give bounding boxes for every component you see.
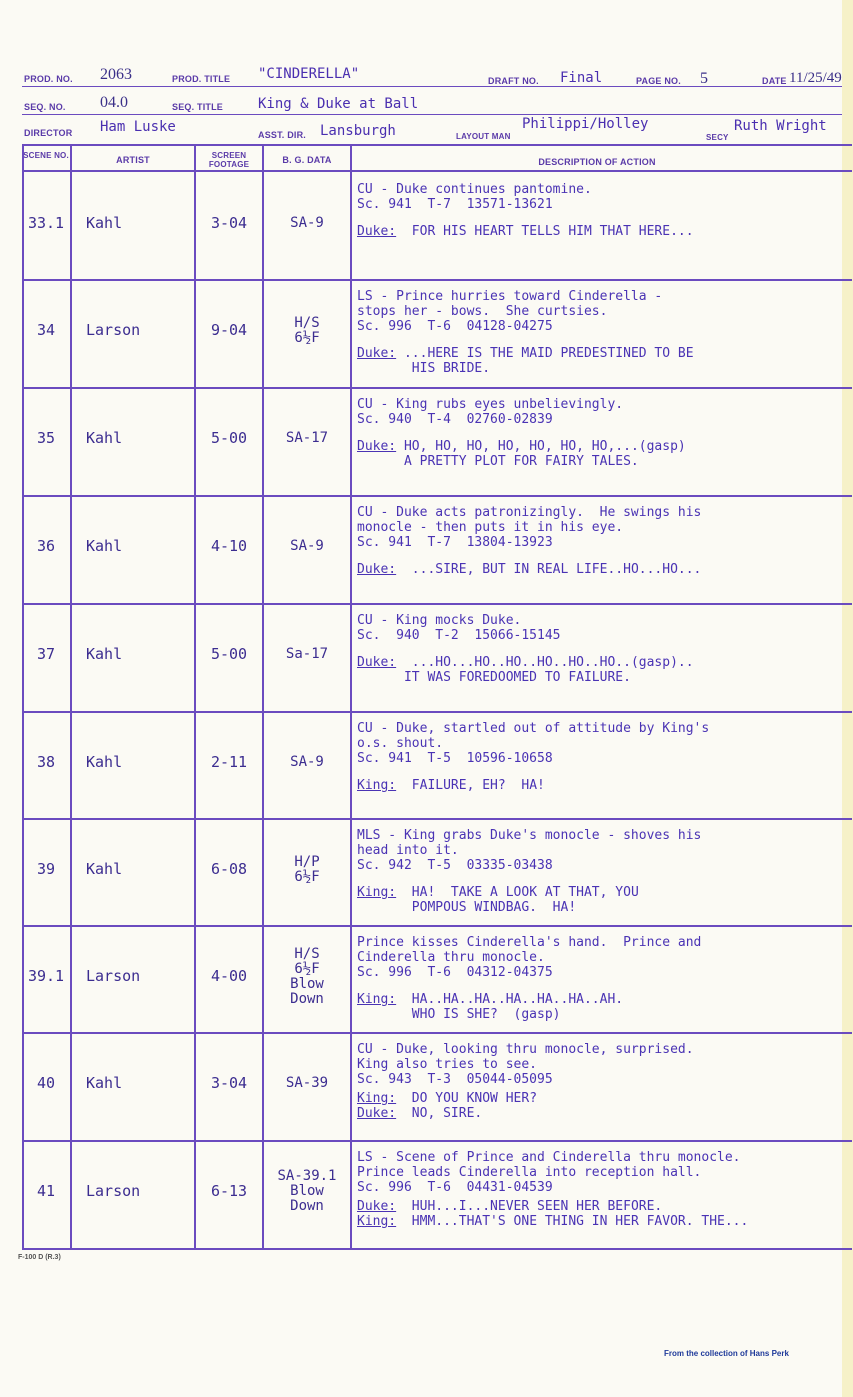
- page-no: 5: [700, 70, 708, 87]
- scene-number: 36: [36, 537, 56, 555]
- action-line: Sc. 941 T-7 13804-13923: [357, 535, 553, 550]
- col-desc: DESCRIPTION OF ACTION: [538, 157, 656, 167]
- description-of-action: [357, 505, 851, 577]
- artist-name: Kahl: [86, 753, 123, 771]
- col-bg: B. G. DATA: [282, 155, 332, 165]
- bg-data-line: H/P: [294, 854, 320, 870]
- bg-data-line: Blow: [290, 976, 324, 992]
- speaker-name: King:: [357, 885, 397, 900]
- dialog-line: [357, 1199, 851, 1214]
- dialog-text: ...HERE IS THE MAID PREDESTINED TO BE: [396, 346, 694, 361]
- spacer: [357, 427, 851, 439]
- dialog-text: FOR HIS HEART TELLS HIM THAT HERE...: [396, 224, 694, 239]
- scene-number: 37: [36, 645, 56, 663]
- bg-data: [264, 647, 350, 662]
- action-line: CU - King mocks Duke.: [357, 613, 522, 628]
- director: Ham Luske: [100, 119, 176, 135]
- spacer: [357, 766, 851, 778]
- scene-number: 34: [36, 321, 56, 339]
- artist-name: Kahl: [86, 645, 123, 663]
- row-divider: [22, 818, 852, 820]
- col-artist: ARTIST: [116, 155, 150, 165]
- description-of-action: [357, 289, 851, 376]
- date: 11/25/49: [789, 70, 842, 86]
- draft-no-label: DRAFT NO.: [488, 76, 539, 86]
- action-line: Sc. 941 T-7 13571-13621: [357, 197, 553, 212]
- column-divider: [70, 146, 72, 1248]
- page-no-label: PAGE NO.: [636, 76, 681, 86]
- screen-footage: 4-00: [210, 967, 248, 985]
- action-line: Prince leads Cinderella into reception hall.: [357, 1165, 702, 1180]
- screen-footage: 5-00: [210, 645, 248, 663]
- action-line: monocle - then puts it in his eye.: [357, 520, 624, 535]
- speaker-name: Duke:: [357, 439, 397, 454]
- bg-data-line: Down: [290, 1198, 324, 1214]
- bg-data: [264, 216, 350, 231]
- dialog-line: [357, 1091, 851, 1106]
- description-of-action: [357, 1150, 851, 1229]
- speaker-name: Duke:: [357, 346, 397, 361]
- artist-name: Larson: [86, 1182, 141, 1200]
- layout-man: Philippi/Holley: [522, 116, 649, 132]
- action-line: CU - Duke continues pantomine.: [357, 182, 592, 197]
- bg-data: [264, 431, 350, 446]
- scene-number: 39: [36, 860, 56, 878]
- date-label: DATE: [762, 76, 787, 86]
- action-line: stops her - bows. She curtsies.: [357, 304, 608, 319]
- bg-data-line: SA-9: [290, 215, 324, 231]
- artist-name: Larson: [86, 967, 141, 985]
- scene-number: 41: [36, 1182, 56, 1200]
- screen-footage: 6-13: [210, 1182, 248, 1200]
- bg-data: [264, 755, 350, 770]
- action-line: Prince kisses Cinderella's hand. Prince and: [357, 935, 702, 950]
- scene-number: 35: [36, 429, 56, 447]
- action-line: Sc. 996 T-6 04312-04375: [357, 965, 553, 980]
- asst-dir: Lansburgh: [320, 123, 396, 139]
- bg-data: [264, 855, 350, 885]
- bg-data-line: SA-9: [290, 538, 324, 554]
- dialog-line: [357, 1106, 851, 1121]
- column-divider: [350, 146, 352, 1248]
- screen-footage: 3-04: [210, 214, 248, 232]
- speaker-name: Duke:: [357, 224, 397, 239]
- action-line: CU - King rubs eyes unbelievingly.: [357, 397, 624, 412]
- action-line: Sc. 996 T-6 04431-04539: [357, 1180, 553, 1195]
- bg-data-line: SA-39.1: [277, 1168, 337, 1184]
- bg-data: [264, 1076, 350, 1091]
- form-code: F-100 D (R.3): [18, 1254, 61, 1261]
- speaker-name: Duke:: [357, 562, 397, 577]
- description-of-action: [357, 397, 851, 469]
- row-divider: [22, 495, 852, 497]
- bg-data-line: 6½F: [294, 869, 320, 885]
- layout-man-label: LAYOUT MAN: [456, 132, 511, 141]
- action-line: head into it.: [357, 843, 459, 858]
- dialog-text: NO, SIRE.: [396, 1106, 483, 1121]
- row-divider: [22, 925, 852, 927]
- artist-name: Kahl: [86, 860, 123, 878]
- screen-footage: 6-08: [210, 860, 248, 878]
- dialog-text: HUH...I...NEVER SEEN HER BEFORE.: [396, 1199, 663, 1214]
- scene-number: 38: [36, 753, 56, 771]
- spacer: [357, 980, 851, 992]
- action-line: CU - Duke, startled out of attitude by King's: [357, 721, 710, 736]
- dialog-line: [357, 224, 851, 239]
- row-divider: [22, 1140, 852, 1142]
- bg-data: [264, 539, 350, 554]
- action-line: King also tries to see.: [357, 1057, 538, 1072]
- description-of-action: [357, 828, 851, 915]
- action-line: CU - Duke, looking thru monocle, surprised.: [357, 1042, 694, 1057]
- dialog-continuation: IT WAS FOREDOOMED TO FAILURE.: [357, 670, 631, 685]
- row-divider: [22, 1248, 852, 1250]
- dialog-continuation: HIS BRIDE.: [357, 361, 491, 376]
- prod-no: 2063: [100, 66, 132, 83]
- action-line: Sc. 942 T-5 03335-03438: [357, 858, 553, 873]
- secy: Ruth Wright: [734, 118, 827, 134]
- description-of-action: [357, 182, 851, 239]
- prod-title: "CINDERELLA": [258, 66, 360, 82]
- action-line: Sc. 941 T-5 10596-10658: [357, 751, 553, 766]
- spacer: [357, 873, 851, 885]
- screen-footage: 4-10: [210, 537, 248, 555]
- prod-title-label: PROD. TITLE: [172, 74, 231, 84]
- bg-data-line: 6½F: [294, 961, 320, 977]
- dialog-line: [357, 778, 851, 793]
- director-label: DIRECTOR: [24, 128, 73, 138]
- row-divider: [22, 387, 852, 389]
- dialog-text: FAILURE, EH? HA!: [396, 778, 545, 793]
- bg-data-line: H/S: [294, 315, 320, 331]
- dialog-line: [357, 346, 851, 361]
- bg-data: [264, 316, 350, 346]
- description-of-action: [357, 1042, 851, 1121]
- scene-number: 39.1: [27, 967, 65, 985]
- dialog-line: [357, 655, 851, 670]
- bg-data-line: Down: [290, 991, 324, 1007]
- dialog-line: [357, 562, 851, 577]
- speaker-name: King:: [357, 778, 397, 793]
- screen-footage: 9-04: [210, 321, 248, 339]
- col-footage: SCREEN FOOTAGE: [208, 151, 250, 169]
- bg-data-line: SA-9: [290, 754, 324, 770]
- dialog-line: [357, 439, 851, 454]
- action-line: Cinderella thru monocle.: [357, 950, 545, 965]
- col-scene: SCENE NO.: [23, 151, 69, 160]
- dialog-continuation: POMPOUS WINDBAG. HA!: [357, 900, 577, 915]
- dialog-text: HA! TAKE A LOOK AT THAT, YOU: [396, 885, 639, 900]
- dialog-line: [357, 1214, 851, 1229]
- asst-dir-label: ASST. DIR.: [258, 130, 307, 140]
- collection-credit: From the collection of Hans Perk: [664, 1349, 789, 1358]
- row-divider: [22, 279, 852, 281]
- screen-footage: 3-04: [210, 1074, 248, 1092]
- action-line: CU - Duke acts patronizingly. He swings his: [357, 505, 702, 520]
- artist-name: Larson: [86, 321, 141, 339]
- bg-data-line: H/S: [294, 946, 320, 962]
- action-line: Sc. 940 T-4 02760-02839: [357, 412, 553, 427]
- dialog-text: ...HO...HO..HO..HO..HO..HO..(gasp)..: [396, 655, 694, 670]
- dialog-text: ...SIRE, BUT IN REAL LIFE..HO...HO...: [396, 562, 702, 577]
- action-line: LS - Scene of Prince and Cinderella thru monocle.: [357, 1150, 741, 1165]
- spacer: [357, 643, 851, 655]
- scene-number: 33.1: [27, 214, 65, 232]
- row-divider: [22, 603, 852, 605]
- header-divider: [22, 170, 852, 172]
- action-line: Sc. 996 T-6 04128-04275: [357, 319, 553, 334]
- draft-no: Final: [560, 70, 603, 86]
- seq-title-label: SEQ. TITLE: [172, 102, 224, 112]
- bg-data-line: 6½F: [294, 330, 320, 346]
- dialog-continuation: A PRETTY PLOT FOR FAIRY TALES.: [357, 454, 639, 469]
- dialog-text: HA..HA..HA..HA..HA..HA..AH.: [396, 992, 624, 1007]
- artist-name: Kahl: [86, 537, 123, 555]
- table-top-rule: [22, 144, 852, 146]
- bg-data-line: SA-39: [285, 1075, 329, 1091]
- artist-name: Kahl: [86, 429, 123, 447]
- screen-footage: 5-00: [210, 429, 248, 447]
- dialog-continuation: WHO IS SHE? (gasp): [357, 1007, 561, 1022]
- artist-name: Kahl: [86, 214, 123, 232]
- prod-no-label: PROD. NO.: [24, 74, 73, 84]
- description-of-action: [357, 613, 851, 685]
- row-divider: [22, 1032, 852, 1034]
- description-of-action: [357, 935, 851, 1022]
- speaker-name: King:: [357, 992, 397, 1007]
- header-rule: [22, 86, 842, 87]
- spacer: [357, 334, 851, 346]
- action-line: o.s. shout.: [357, 736, 444, 751]
- speaker-name: Duke:: [357, 1106, 397, 1121]
- bg-data-line: Sa-17: [285, 646, 329, 662]
- spacer: [357, 550, 851, 562]
- dialog-text: HO, HO, HO, HO, HO, HO, HO,...(gasp): [396, 439, 686, 454]
- secy-label: SECY: [706, 133, 729, 142]
- dialog-line: [357, 992, 851, 1007]
- screen-footage: 2-11: [210, 753, 248, 771]
- description-of-action: [357, 721, 851, 793]
- dialog-line: [357, 885, 851, 900]
- bg-data-line: Blow: [290, 1183, 324, 1199]
- dialog-text: DO YOU KNOW HER?: [396, 1091, 538, 1106]
- speaker-name: King:: [357, 1214, 397, 1229]
- speaker-name: King:: [357, 1091, 397, 1106]
- spacer: [357, 212, 851, 224]
- header-rule: [22, 114, 842, 115]
- action-line: Sc. 943 T-3 05044-05095: [357, 1072, 553, 1087]
- artist-name: Kahl: [86, 1074, 123, 1092]
- bg-data: [264, 1169, 350, 1214]
- action-line: LS - Prince hurries toward Cinderella -: [357, 289, 663, 304]
- seq-title: King & Duke at Ball: [258, 96, 419, 112]
- scene-number: 40: [36, 1074, 56, 1092]
- seq-no-label: SEQ. NO.: [24, 102, 66, 112]
- bg-data-line: SA-17: [285, 430, 329, 446]
- row-divider: [22, 711, 852, 713]
- seq-no: 04.0: [100, 94, 128, 111]
- dialog-text: HMM...THAT'S ONE THING IN HER FAVOR. THE...: [396, 1214, 749, 1229]
- action-line: MLS - King grabs Duke's monocle - shoves his: [357, 828, 702, 843]
- action-line: Sc. 940 T-2 15066-15145: [357, 628, 561, 643]
- speaker-name: Duke:: [357, 655, 397, 670]
- bg-data: [264, 947, 350, 1007]
- speaker-name: Duke:: [357, 1199, 397, 1214]
